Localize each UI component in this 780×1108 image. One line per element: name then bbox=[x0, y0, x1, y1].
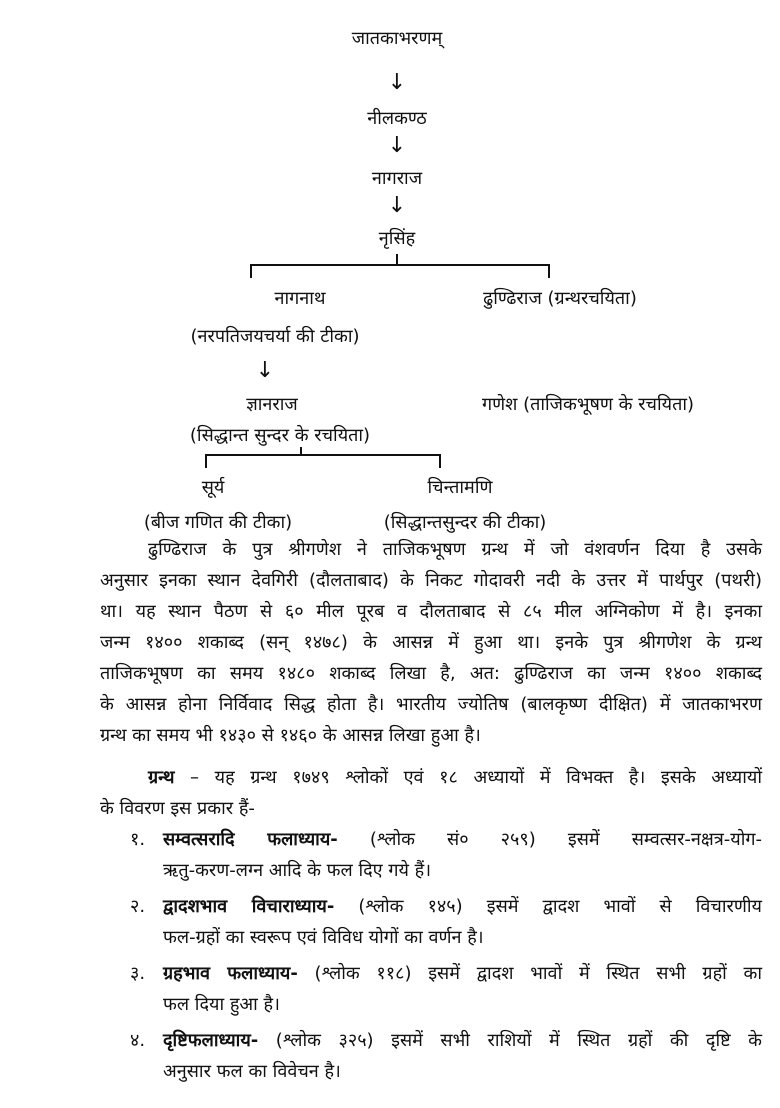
tree-note-surya: (बीज गणित की टीका) bbox=[143, 512, 293, 533]
paragraph-line: के आसन्न होना निर्विवाद सिद्ध होता है। भारतीय ज्योतिष (बालकृष्ण दीक्षित) में जातकाभरण bbox=[100, 694, 762, 715]
tree-node-surya: सूर्य bbox=[201, 477, 225, 498]
tree-node-nrisingh: नृसिंह bbox=[378, 228, 416, 249]
paragraph-line bbox=[100, 762, 762, 793]
granth-paragraph bbox=[100, 762, 762, 824]
tree-node-nagraj: नागराज bbox=[371, 168, 423, 189]
tree-node-ganesh: गणेश (ताजिकभूषण के रचयिता) bbox=[481, 394, 695, 415]
item-text: (श्लोक ११८) इसमें द्वादश भावों में स्थित सभी ग्रहों का bbox=[297, 963, 762, 984]
arrow-down-icon: ↓ bbox=[387, 193, 407, 218]
item-title: दृष्टिफलाध्याय- bbox=[163, 1030, 259, 1051]
paragraph-line: के विवरण इस प्रकार हैं- bbox=[100, 798, 255, 819]
tree-connector bbox=[250, 264, 550, 266]
item-title: सम्वत्सरादि फलाध्याय- bbox=[163, 829, 338, 850]
item-number: १. bbox=[130, 829, 146, 850]
item-text: फल-ग्रहों का स्वरूप एवं विविध योगों का वर्णन है। bbox=[163, 927, 484, 948]
paragraph-line: था। यह स्थान पैठण से ६० मील पूरब व दौलताबाद से ८५ मील अग्निकोण में है। इनका bbox=[100, 601, 762, 622]
tree-connector bbox=[548, 264, 550, 278]
paragraph-line: अनुसार इनका स्थान देवगिरी (दौलताबाद) के निकट गोदावरी नदी के उत्तर में पार्थपुर (पथरी) bbox=[100, 570, 762, 591]
item-text: अनुसार फल का विवेचन है। bbox=[163, 1061, 341, 1082]
tree-root: जातकाभरणम् bbox=[351, 28, 443, 49]
tree-connector bbox=[205, 454, 441, 456]
item-text: (श्लोक सं० २५९) इसमें सम्वत्सर-नक्षत्र-योग- bbox=[337, 829, 762, 850]
body-paragraph bbox=[100, 534, 762, 751]
item-number: ३. bbox=[130, 963, 146, 984]
paragraph-line: ताजिकभूषण का समय १४८० शकाब्द लिखा है, अत: ढुण्ढिराज का जन्म १४०० शकाब्द bbox=[100, 663, 762, 684]
item-number: २. bbox=[130, 896, 146, 917]
item-text: (श्लोक १४५) इसमें द्वादश भावों से विचारणीय bbox=[334, 896, 762, 917]
tree-node-nilkanth: नीलकण्ठ bbox=[367, 108, 427, 129]
paragraph-line: ग्रन्थ का समय भी १४३० से १४६० के आसन्न लिखा हुआ है। bbox=[100, 725, 481, 746]
tree-node-gyanraj: ज्ञानराज bbox=[246, 394, 298, 415]
tree-note-gyanraj: (सिद्धान्त सुन्दर के रचयिता) bbox=[189, 425, 371, 446]
item-text: ऋतु-करण-लग्न आदि के फल दिए गये हैं। bbox=[163, 860, 432, 881]
tree-node-chintamani: चिन्तामणि bbox=[427, 477, 493, 498]
tree-note-nagnath: (नरपतिजयचर्या की टीका) bbox=[190, 326, 360, 347]
tree-note-chintamani: (सिद्धान्तसुन्दर की टीका) bbox=[383, 512, 547, 533]
tree-node-dhundhiraj: ढुण्ढिराज (ग्रन्थरचयिता) bbox=[483, 288, 637, 309]
arrow-down-icon: ↓ bbox=[255, 358, 275, 383]
tree-connector bbox=[250, 264, 252, 278]
item-title: ग्रहभाव फलाध्याय- bbox=[163, 963, 298, 984]
arrow-down-icon: ↓ bbox=[387, 70, 407, 95]
granth-label: ग्रन्थ bbox=[148, 767, 175, 788]
item-number: ४. bbox=[130, 1030, 146, 1051]
granth-text: – यह ग्रन्थ १७४९ श्लोकों एवं १८ अध्यायों में विभक्त है। इसके अध्यायों bbox=[174, 767, 762, 788]
item-text: फल दिया हुआ है। bbox=[163, 994, 280, 1015]
paragraph-line: जन्म १४०० शकाब्द (सन् १४७८) के आसन्न में हुआ था। इनके पुत्र श्रीगणेश के ग्रन्थ bbox=[100, 632, 762, 653]
tree-node-nagnath: नागनाथ bbox=[274, 288, 326, 309]
item-title: द्वादशभाव विचाराध्याय- bbox=[163, 896, 335, 917]
tree-connector bbox=[439, 454, 441, 468]
paragraph-line: ढुण्ढिराज के पुत्र श्रीगणेश ने ताजिकभूषण ग्रन्थ में जो वंशवर्णन दिया है उसके bbox=[148, 539, 762, 560]
tree-connector bbox=[205, 454, 207, 468]
arrow-down-icon: ↓ bbox=[387, 133, 407, 158]
item-text: (श्लोक ३२५) इसमें सभी राशियों में स्थित ग्रहों की दृष्टि के bbox=[258, 1030, 762, 1051]
